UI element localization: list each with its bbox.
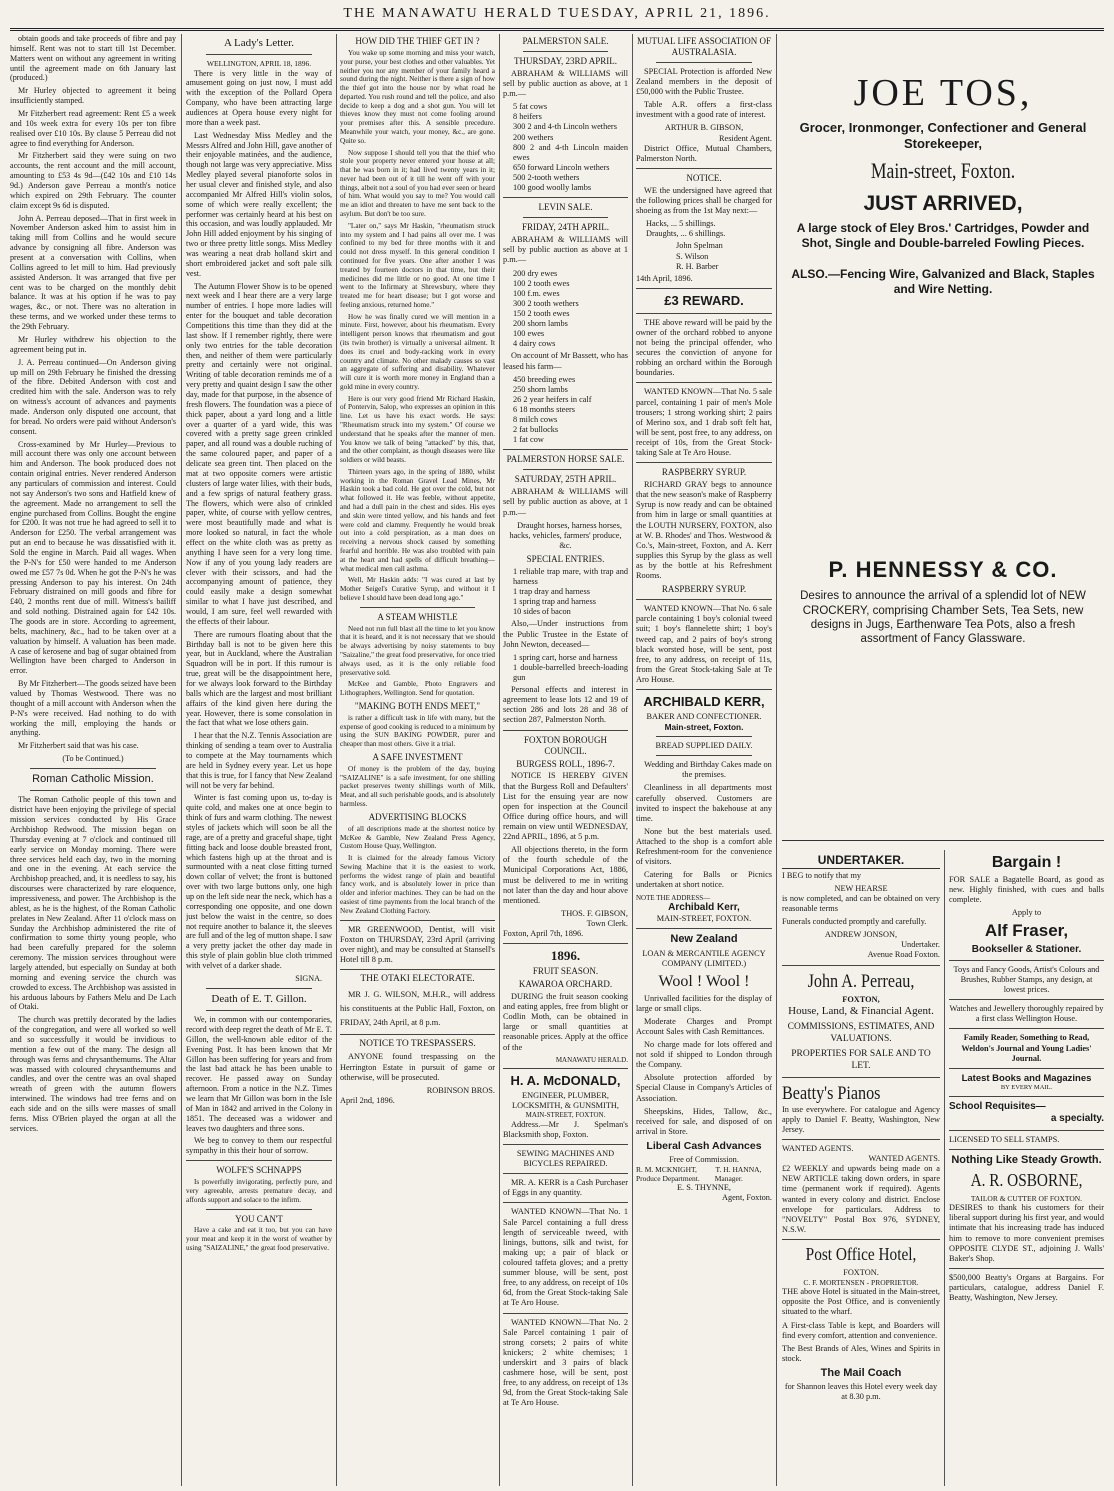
just-arrived-heading: JUST ARRIVED,: [863, 191, 1023, 215]
kerr-heading: ARCHIBALD KERR,: [643, 694, 765, 710]
mckee-body: McKee and Gamble, Photo Engravers and Lithographers, Wellington. Send for quotation.: [340, 680, 495, 698]
kerr-body: Wedding and Birthday Cakes made on the premises.: [644, 760, 772, 780]
mutual-sign: ARTHUR B. GIBSON,: [664, 123, 744, 133]
article-paragraph: We beg to convey to them our respectful sympathy in this their hour of sorrow.: [186, 1136, 332, 1156]
otaki-body: MR J. G. WILSON, M.H.R., will address his constituents at the Public Hall, Foxton, on FRIDAY, 24th April, at 8 p.m.: [340, 989, 495, 1027]
article-paragraph: Last Wednesday Miss Medley and the Messrs Alfred and John Hill, gave another of their enjoyable matinées, and the audience, though not large was very appreciative. Miss Medley played several pianoforte solos in her usual clever and finished style, and also accompanied Mr Alfred Hill's violin solos, some of which were really excellent; the performer was certainly heard at his best on this occasion, and was loudly applauded. Mr John Hill added enjoyment by his singing of two or three pretty little songs. Miss Medley was wearing a neat drab holland skirt and short embroidered jacket and soft pale silk vest.: [186, 130, 332, 278]
article-paragraph: obtain goods and take proceeds of fibre and pay himself. Rent was not to start till 1st December. Matters went on without any agreement in writing until the agreement made on 6th January last (produced.): [10, 34, 176, 83]
notice-body: WE the undersigned have agreed that the following prices shall be charged for shoeing as from the 1st May next:—: [636, 185, 772, 216]
family-body: Family Reader, Something to Read, Weldon's Journal and Young Ladies' Journal.: [961, 1033, 1092, 1063]
borough-sign: Town Clerk.: [586, 919, 628, 929]
raspberry-body: RICHARD GRAY begs to announce that the new season's make of Raspberry Syrup is now ready and can be obtained from him in large or small quantities at the LOUTH NURSERY, FOXTON, also at W. B. Rhodes' and Thos. Westwood & Co.'s, Main-street, Foxton, and A. Kerr supplies this Syrup by the glass as well as by the bottle at his Refreshment Rooms.: [636, 480, 772, 581]
article-paragraph: Mr Fitzherbert read agreement: Rent £5 a week and 10s week extra for every 10s per ton fibre realised over £10 10s. By clause 5 Perreau did not agree to find everything for Anderson.: [10, 109, 176, 148]
whistle-heading: A STEAM WHISTLE: [377, 611, 458, 622]
ads-column-b: [949, 850, 1104, 1486]
baking-body: is rather a difficult task in life with many, but the expense of good cooking is reduced to a minimum by using the SUN BAKING POWDER, purer and cheaper than most others. Give it a trial.: [340, 713, 495, 749]
thynne: Agent, Foxton.: [721, 1193, 772, 1203]
mutual-body: Table A.R. offers a first-class investment with a good rate of interest.: [636, 100, 772, 120]
thynne: E. S. THYNNE,: [676, 1183, 731, 1193]
kerr-body: None but the best materials used. Attached to the shop is a comfort able Refreshment-room for the convenience of visitors.: [636, 826, 772, 867]
beatty-heading: Beatty's Pianos: [782, 1082, 881, 1104]
grocer-heading: Grocer, Ironmonger, Confectioner and General Storekeeper,: [799, 120, 1087, 152]
trespass-body: ANYONE found trespassing on the Herrington Estate in pursuit of game or otherwise, will be prosecuted.: [340, 1052, 495, 1082]
to-be-continued: (To be Continued.): [62, 754, 124, 764]
raspberry-end: RASPBERRY SYRUP.: [661, 584, 747, 595]
fraser-sub: Bookseller & Stationer.: [971, 943, 1082, 955]
kerr-bread: BREAD SUPPLIED DAILY.: [655, 741, 753, 751]
article-paragraph: How he was finally cured we will mention in a minute. First, however, about his rheumatism. Every intelligent person knows that rheumatism and gout (its twin brother) is virtually a universal ailment. It does its cruel and body-racking work in every country and climate. No other malady causes so vast an aggregate of suffering and disability. Whatever will cure it is worth more money in England than a gold mine in every country.: [340, 312, 495, 391]
fruit-sign: MANAWATU HERALD.: [555, 1055, 628, 1064]
also-body: ALSO.—Fencing Wire, Galvanized and Black, Staples and Wire Netting.: [791, 266, 1095, 296]
advert-body: of all descriptions made at the shortest notice by McKee & Gamble, New Zealand Press Agency, Custom House Quay, Wellington.: [340, 824, 495, 851]
special-heading: SPECIAL ENTRIES.: [526, 553, 605, 564]
specialty: a specialty.: [1050, 1113, 1104, 1125]
auction-list: 450 breeding ewes 250 shorn lambs 26 2 year heifers in calf 6 18 months steers 8 milch cows 2 fat bullocks 1 fat cow: [513, 374, 592, 445]
palmerston-sale-date: THURSDAY, 23RD APRIL.: [513, 55, 618, 66]
osborne-body: DESIRES to thank his customers for their liberal support during his first year, and would intimate that his increasing trade has induced him to remove to more convenient premises OPPOSITE CLYDE ST., adjoining J. Walls' Baker's Shop.: [949, 1203, 1104, 1263]
agents-heading: WANTED AGENTS.: [868, 1154, 940, 1164]
article-paragraph: The church was prettily decorated by the ladies of the congregation, and were all worked so well and so successfully it would be invidious to mention a few out of the many. The design all through was ferns and chrysanthemums. The Altar was massed with coloured chrysanthemums and candles, and over the centre was an oval shaped wreath of green with the autumn flowers interwined. The windows had tree ferns and on each side and on the sills were masses of small ferns. Miss O'Brien played the organ at all the services.: [10, 1015, 176, 1133]
wool-body: Absolute protection afforded by Special Clause in Company's Articles of Association.: [636, 1073, 772, 1103]
death-heading: Death of E. T. Gillon.: [211, 992, 307, 1005]
wool-body: No charge made for lots offered and not sold if shipped to London through the Company.: [636, 1039, 772, 1070]
mcdonald-addr: MAIN-STREET, FOXTON.: [525, 1111, 606, 1120]
column-5: [636, 34, 772, 1486]
article-paragraph: J. A. Perreau continued—On Anderson giving up mill on 29th February he finished the dressing of the fibre. Debited Anderson with cost and credited him with the sale. Anderson was to rely on witness's account of advances and payments made. Anderson only disputed one account, that for bread. No orders were paid without Anderson's consent.: [10, 357, 176, 436]
mutual-heading: MUTUAL LIFE ASSOCIATION OF AUSTRALASIA.: [637, 36, 771, 57]
undertaker-heading: UNDERTAKER.: [782, 853, 940, 869]
mcdonald-sub: ENGINEER, PLUMBER, LOCKSMITH, & GUNSMITH,: [512, 1091, 619, 1111]
wool-heading: Wool ! Wool !: [658, 973, 750, 991]
borough-body: All objections thereto, in the form of the fourth schedule of the Municipal Corporations Act, 1886, must be delivered to me in writing not later than the day and hour above mentioned.: [503, 845, 628, 905]
licensed: LICENSED TO SELL STAMPS.: [949, 1134, 1060, 1144]
palmerston-sale-heading: PALMERSTON SALE.: [522, 36, 609, 46]
perreau-body: House, Land, & Financial Agent.: [788, 1004, 934, 1017]
article-paragraph: There are rumours floating about that the Birthday ball is not to be given here this year, but in Auckland, where the Australian Squadron will be in port. If this rumour is true, great will be the disappointment here, for we always look forward to the Birthday balls which are the largest and most brilliant affairs of the kind given here during the year. However, there is some consolation in the fact that what we lose others gain.: [186, 629, 332, 728]
beatty-organs: $500,000 Beatty's Organs at Bargains. For particulars, catalogue, address Daniel F. Beatty, Washington, New Jersey.: [949, 1272, 1104, 1303]
article-paragraph: Mr Fitzherbert said that was his case.: [18, 741, 139, 751]
wanted-notice: WANTED KNOWN—That No. 6 sale parcle containing 1 boy's colonial tweed suit; 1 boy's flannelette shirt; 1 boy's tweed cap, and 2 pairs of boy's strong black worsted hose, will be sent, post free, to any address, on receipt of 11s, from the Great Stock-taking Sale at Te Aro House.: [636, 604, 772, 684]
mcdonald-heading: H. A. McDONALD,: [510, 1073, 621, 1089]
youcant-body: Have a cake and eat it too, but you can have your meat and keep it in the worst of weather by using "SAIZALINE," the great food preservative.: [186, 1226, 332, 1253]
agents-heading: WANTED AGENTS.: [782, 1144, 854, 1153]
mcdonald-addr2: Address.—Mr J. Spelman's Blacksmith shop, Foxton.: [503, 1119, 628, 1139]
mutual-addr: District Office, Mutual Chambers, Palmerston North.: [636, 143, 772, 163]
auction-intro: ABRAHAM & WILLIAMS will sell by public auction as above, at 1 p.m.—: [503, 487, 628, 517]
wanted-notice: WANTED KNOWN—That No. 1 Sale Parcel containing a full dress length of serviceable tweed, with linings, buttons, silk and twist, for making up; a pair of black or coloured taffeta gloves; and a pretty summer blouse, will be sent, post free, to any address, on receipt of 10s 6d, from the Great Stock-taking Sale at Te Aro House.: [503, 1207, 628, 1308]
signature: SIGNA.: [295, 973, 322, 983]
hearse: NEW HEARSE: [834, 883, 888, 893]
column-4: [503, 34, 628, 1486]
article-paragraph: Mr Fitzherbert said they were suing on two accounts, the rent account and the mill account, amounting to £53 4s 9d—(£42 10s and £10 14s 9d.) Anderson gave Perreau a month's notice which expired on 29th February. The counter claim except 9s 6d is disputed.: [10, 151, 176, 210]
article-paragraph: Here is our very good friend Mr Richard Haskin, of Pontervin, Salop, who expresses an opinion in this line. Let us have his exact words. He says: "Rheumatism struck into my system." Of course we understand that he speaks after the manner of men. You know we talk of being "attacked" by this, that, and the other complaint, as though diseases were like soldiers or wild beasts.: [340, 394, 495, 465]
article-paragraph: The Roman Catholic people of this town and district have been enjoying the privilege of special mission services conducted by His Grace Archbishop Redwood. The mission began on Thursday evening at 7 o'clock and continued till early service on Monday morning. There were three services held each day, two in the morning and one in the evening. At each service the Archbishop preached, and, it is needless to say, his discourses were characterized by rare eloquence, impressiveness, and power. The Archbishop is the ablest, as he is the highest, of the Roman Catholic prelates in New Zealand. After 11 o'clock mass on Sunday the Archbishop administered the rite of confirmation to some thirty young people, who had been carefully prepared for the solemn ceremony. The mission services throughout were largely attended, but especially on Sunday at both morning and evening service the church was crowded to excess. The Archbishop was assisted in his arduous labours by Fathers Melu and De Lach of Otaki.: [10, 795, 176, 1012]
bassett-intro: On account of Mr Bassett, who has leased his farm—: [503, 351, 628, 371]
borough-sign: THOS. F. GIBSON,: [561, 908, 628, 918]
undertaker-body: Funerals conducted promptly and carefully.: [782, 917, 927, 927]
article-paragraph: Winter is fast coming upon us, to-day is quite cold, and makes one at once begin to think of furs and warm clothing. The newest styles of jackets which will soon be all the rage, are of a pretty and graceful shape, tight fitting back and loose double breasted front, which fastens high up at the throat and is surmounted with a neat close fitting turned down collar of velvet; the front is buttoned over with two large buttons only, one high up on the left side near the neck, which has a corresponding one opposite, and one down just below the waist in the centre, so does not require another to balance it, the sleeves are full and of the leg of mutton shape. I saw a very pretty jacket the other day made in this style of plain goblin blue cloth trimmed with velvet of a darker shade.: [186, 793, 332, 971]
borough-heading: FOXTON BOROUGH COUNCIL.: [523, 734, 608, 756]
article-paragraph: By Mr Fitzherbert—The goods seized have been valued by Thomas Westwood. There was no thought of a mill account with Anderson when the P-N's were received. Had nothing to do with working the mill, employing the hands or anything.: [10, 679, 176, 738]
perreau-props: PROPERTIES FOR SALE AND TO LET.: [791, 1049, 931, 1071]
notice-heading: NOTICE.: [686, 172, 722, 183]
perreau-comm: COMMISSIONS, ESTIMATES, AND VALUATIONS.: [787, 1022, 935, 1044]
baking-heading: "MAKING BOTH ENDS MEET,": [354, 700, 481, 711]
auction-list: 1 spring cart, horse and harness 1 double-barrelled breech-loading gun: [513, 652, 628, 683]
undertaker-sign: ANDREW JONSON,: [824, 930, 898, 940]
article-paragraph: Cross-examined by Mr Hurley—Previous to mill account there was only one account between him and Anderson. The book produced does not contain original entries. Never rendered Anderson any particulars of commission and interest. Could not say Anderson's two sons and Hatfield knew of the agreement. Made no arrangement to sell the engine purchased from Collins. Bought the engine for £200. It was not true he had agreed to sell it to Anderson for £250. The verbal arrangement was put an end to because he was dissatisfied with it. Sold the engine in March. Paid all wages. When the P-N's for £50 were handed to me Anderson owed me £57 7s 0d. When he got the P-N's he was pressing Anderson to pay his interest. On 24th February distrained on mill goods and fibre for £40, 2 months rent due of mill. Witness's bailiff and sold nothing. Distrained again for £42 10s. The goods are in store. According to agreement, belts, machinery, &c., had to be taken over at a valuation by himself. A valuation has been made. A case of kerosene and bag of sugar obtained from Wellington have been charged to Anderson in error.: [10, 439, 176, 676]
fraser-heading: Alf Fraser,: [984, 920, 1069, 940]
hennessy-heading: P. HENNESSY & CO.: [828, 556, 1058, 582]
liberal-sub: Free of Commission.: [669, 1154, 739, 1164]
reward-heading: £3 REWARD.: [664, 292, 744, 308]
toys-body: Toys and Fancy Goods, Artist's Colours and Brushes, Rubber Stamps, any design, at lowest prices.: [953, 964, 1100, 995]
agents-body: £2 WEEKLY and upwards being made on a NEW ARTICLE taking down orders, in spare time (permanent work if required). Agents wanted in every colony and district. Enclose envelope for particulars. Address to "NOVELTY" Postal Box 976, SYDNEY, N.S.W.: [782, 1164, 940, 1234]
ads-column-a: [782, 850, 940, 1486]
otaki-heading: THE OTAKI ELECTORATE.: [360, 974, 475, 985]
undertaker-sign: Undertaker.: [901, 940, 940, 950]
main-street-heading: Main-street, Foxton.: [870, 158, 1016, 184]
osborne-sub: TAILOR & CUTTER OF FOXTON.: [970, 1194, 1083, 1204]
auction-intro: ABRAHAM & WILLIAMS will sell by public auction as above at 1 p.m.—: [503, 235, 628, 265]
borough-sub: BURGESS ROLL, 1896-7.: [516, 758, 615, 769]
liberal-names: R. M. MCKNIGHT, T. H. HANNA,: [636, 1164, 762, 1174]
whistle-body: Need not run full blast all the time to let you know that it is heard, and it is not necessary that we should be always advertising by noisy statements to buy "Saizaline," the great food preservative, for once tried always used, as it is the only reliable food preservative sold.: [340, 624, 495, 677]
kerr-sub: BAKER AND CONFECTIONER.: [646, 711, 762, 721]
article-paragraph: Now suppose I should tell you that the thief who stole your property never entered your house at all; that he was born in it; had lived twenty years in it; never had been out of it till he went off with your things, albeit not a soul of you had ever seen or heard of him. What would you say to me? You would call me an idiot and threaten to have me sent back to the asylum. But don't be too sure.: [340, 148, 495, 219]
also-intro: Also,—Under instructions from the Public Trustee in the Estate of John Newton, deceased—: [503, 619, 628, 649]
kerr-signature: Archibald Kerr,: [668, 902, 740, 914]
horse-sale-heading: PALMERSTON HORSE SALE.: [506, 454, 625, 465]
horse-body: Draught horses, harness horses, hacks, vehicles, farmers' produce, &c.: [509, 520, 622, 550]
article-paragraph: You wake up some morning and miss your watch, your purse, your best clothes and other valuables. Yet neither you nor any member of your family heard a sound during the night. Neither is there a sign of how the thief got into the house nor by what road he departed. You rush round and tell the police, and also decide to keep a dog and a shot gun. You will let thieves know they must not come fooling around your premises after this. A sensible precedure. Meanwhile your watch, your money, &c., are gone. Quite so.: [340, 48, 495, 145]
wool-body: Sheepskins, Hides, Tallow, &c., received for sale, and disposed of on arrival in Store.: [636, 1106, 772, 1136]
safe-heading: A SAFE INVESTMENT: [372, 751, 463, 762]
po-body: A First-class Table is kept, and Boarders will find every comfort, attention and convenience.: [782, 1320, 940, 1340]
po-body: The Best Brands of Ales, Wines and Spirits in stock.: [782, 1343, 940, 1363]
wanted-notice: WANTED KNOWN—That No. 2 Sale Parcel containing 1 pair of strong corsets; 2 pairs of white knickers; 2 white chemises; 1 underskirt and 3 pairs of black cashmere hose, will be sent, post free, to any address, on receipt of 13s 9d, from the Great Stock-taking Sale at Te Aro House.: [503, 1317, 628, 1408]
stock-body: A large stock of Eley Bros.' Cartridges, Powder and Shot, Single and Double-barreled Fowling Pieces.: [796, 220, 1090, 250]
wool-body: Unrivalled facilities for the display of large or small clips.: [636, 993, 772, 1013]
youcant-heading: YOU CAN'T: [235, 1213, 283, 1224]
dateline: WELLINGTON, APRIL 18, 1896.: [206, 59, 312, 69]
perreau-heading: John A. Perreau,: [807, 970, 915, 992]
also-end: Personal effects and interest in agreement to lease lots 12 and 19 of section 286 and lots 28 and 38 of section 287, Palmerston North.: [503, 685, 628, 725]
wolfe-body: Is powerfully invigorating, perfectly pure, and very agreeable, arrests premature decay, and affords support and solace to the infirm.: [186, 1178, 332, 1204]
latest-heading: Latest Books and Magazines: [961, 1072, 1092, 1084]
article-paragraph: We, in common with our contemporaries, record with deep regret the death of Mr E. T. Gillon, the well-known able editor of the Evening Post. It has been known that Mr Gillon has been suffering for years and from the last bad attack he has been unable to recover. He passed away on Sunday afternoon. From a notice in the N.Z. Times we learn that Mr Gillon was born in the Isle of Man in 1842 and arrived in the Colony in 1851. The deceased was a widower and leaves two daughters and three sons.: [186, 1015, 332, 1133]
borough-body: NOTICE IS HEREBY GIVEN that the Burgess Roll and Defaulters' List for the ensuing year are now open for inspection at the Council Office during office hours, and will remain on view until WEDNESDAY, 22nd APRIL, 1896, at 5 p.m.: [503, 771, 628, 842]
masthead: THE MANAWATU HERALD TUESDAY, APRIL 21, 1896.: [10, 6, 1104, 31]
undertaker-body: I BEG to notify that my: [782, 870, 862, 880]
levin-sale-heading: LEVIN SALE.: [538, 202, 593, 213]
advert-heading: ADVERTISING BLOCKS: [368, 811, 467, 822]
hennessy-body: Desires to announce the arrival of a splendid lot of NEW CROCKERY, comprising Chamber Sets, Tea Sets, new designs in Jugs, Earthenware Tea Pots, also a fresh assortment of Fancy Glassware.: [800, 590, 1086, 646]
notice-names: John Spelman S. Wilson R. H. Barber: [676, 241, 723, 271]
auction-intro: ABRAHAM & WILLIAMS will sell by public auction as above, at 1 p.m.—: [503, 68, 628, 99]
article-paragraph: I hear that the N.Z. Tennis Association are thinking of sending a team over to Australia to compete at the May tournaments which are held in Sydney every year. Let us hope that this is true, for I fancy that New Zealand will not be very far behind.: [186, 731, 332, 790]
greenwood-notice: MR GREENWOOD, Dentist, will visit Foxton on THURSDAY, 23rd April (arriving over night), and may be consulted at Stansell's Hotel till 8 p.m.: [340, 924, 495, 964]
mail-body: for Shannon leaves this Hotel every week day at 8.30 p.m.: [784, 1382, 938, 1402]
kerr-street: Main-street, Foxton.: [664, 722, 744, 733]
article-paragraph: "Later on," says Mr Haskin, "rheumatism struck into my system and I had pains all over me. I was confined to my bed for three months with it and could not dress myself. In this general condition I continued for five years. One after another I was treated by fourteen doctors in that time, but their medicines did me little or no good. At one time I went to the Infirmary at Shrewsbury, where they treated me for heart disease; but I got worse and feeling anxious, returned home.": [340, 221, 495, 309]
liberal-names: Produce Department. Manager.: [636, 1174, 743, 1183]
horse-sale-date: SATURDAY, 25TH APRIL.: [514, 474, 617, 485]
article-paragraph: John A. Perreau deposed—That in first week in November Anderson asked him to assist him in taking mill from Collins and he would secure advance by consigning all fibre. Anderson was present at a conversation with Collins, when Collins agreed to let mill to him. Had previously assisted Anderson. It was arranged that five per cent was to be charged on the monthly debit balance. It was at his option if he was to pay wages, &c., or not. There was no alteration in these terms, and we worked under these terms to the 29th February.: [10, 213, 176, 332]
article-paragraph: The Autumn Flower Show is to be opened next week and I hear there are a very large number of entries. I hope more ladies will enter for the bouquet and table decoration Competitions this time than they did at the last show. If I remember rightly, there were only two entries for the table decoration then, and neither of them were particularly pretty and certainly were not original. Writing of table decoration reminds me of a very pretty and quaint design I saw the other day, made for that purpose, in the absence of fresh flowers. The foundation was a piece of thick paper, about a yard long and a little over a quarter of a yard wide, this was covered with a pretty sage green crinkled paper, and all round was a double ruching of the same coloured paper, and paper of a delicate sea green tint. Then placed on the mat at two opposite corners were artistic clusters of large water lilies, with their buds, and a few sprigs of natural feathery grass. The flowers, which were also of crinkled paper, white, of course with yellow centres, were most beautifully made and what is more looked so natural, in fact the whole effect on the white cloth was as pretty as anything I have seen for a very long time. Now if any of you young lady readers are clever with their scissors, and had the accompanying amount of patience, they could easily make a design somewhat similar to what I have just described, and would, I am sure, feel well rewarded with the effects of their labour.: [186, 281, 332, 626]
mail-coach: The Mail Coach: [820, 1366, 902, 1379]
osborne-heading: A. R. OSBORNE,: [970, 1170, 1083, 1191]
singer-body: It is claimed for the already famous Victory Sewing Machine that it is the easiest to work, performs the widest range of plain and beautiful fancy work, and is absolutely lower in price than older and inferior machines. They can be had on the easiest of time payments from the local branch of the New Zealand Clothing Factory.: [340, 854, 495, 915]
auction-list: 5 fat cows 8 heifers 300 2 and 4-th Lincoln wethers 200 wethers 800 2 and 4-th Lincoln maiden ewes 650 forward Lincoln wethers 500 2-tooth wethers 100 good woolly lambs: [513, 102, 628, 193]
nz-sub: LOAN & MERCANTILE AGENCY COMPANY (LIMITED.): [642, 948, 766, 968]
po-prop: C. F. MORTENSEN - PROPRIETOR.: [803, 1278, 919, 1288]
joe-tos-title: JOE TOS,: [853, 72, 1033, 114]
kerr-signature: MAIN-STREET, FOXTON.: [656, 914, 752, 924]
post-office-heading: Post Office Hotel,: [805, 1243, 917, 1264]
po-body: THE above Hotel is situated in the Main-street, opposite the Post Office, and is conveniently situated to the wharf.: [782, 1287, 940, 1317]
auction-list: 1 reliable trap mare, with trap and harness 1 trap dray and harness 1 spring trap and harness 10 sides of bacon: [513, 566, 628, 617]
thief-heading: HOW DID THE THIEF GET IN ?: [355, 36, 480, 46]
mutual-sign: Resident Agent.: [718, 133, 772, 143]
kerr-eggs: MR. A. KERR is a Cash Purchaser of Eggs in any quantity.: [503, 1178, 628, 1198]
kerr-body: Cleanliness in all departments most carefully observed. Customers are invited to inspect the bakehouse at any time.: [636, 783, 772, 823]
notice-prices: Hacks, ... 5 shillings. Draughts, ... 6 shillings.: [646, 219, 726, 239]
nothing-heading: Nothing Like Steady Growth.: [951, 1153, 1102, 1166]
levin-sale-date: FRIDAY, 24TH APRIL.: [521, 222, 610, 233]
kerr-body: Catering for Balls or Picnics undertaken at short notice.: [636, 870, 772, 890]
column-2: [186, 34, 332, 1486]
column-1: [10, 34, 176, 1486]
beatty-body: In use everywhere. For catalogue and Agency apply to Daniel F. Beatty, Washington, New Jersey.: [782, 1104, 940, 1134]
fruit-heading: FRUIT SEASON.: [532, 966, 599, 977]
every-mail: BY EVERY MAIL.: [1000, 1084, 1053, 1092]
watches-body: Watches and Jewellery thoroughly repaired by a first class Wellington House.: [949, 1004, 1104, 1024]
column-3: [340, 34, 495, 1486]
undertaker-addr: Avenue Road Foxton.: [867, 950, 940, 960]
article-paragraph: Mr Hurley objected to agreement it being insufficiently stamped.: [10, 86, 176, 106]
apply: Apply to: [1011, 907, 1042, 917]
wolfe-heading: WOLFE'S SCHNAPPS: [216, 1165, 302, 1176]
trespass-heading: NOTICE TO TRESPASSERS.: [359, 1038, 476, 1049]
bargain-heading: Bargain !: [991, 854, 1062, 871]
ladys-letter-heading: A Lady's Letter.: [223, 37, 295, 49]
fruit-body: DURING the fruit season cooking and eating apples, free from blight or Codlin Moth, can be obtained in large or small quantities at reasonable prices. Apply at the office of the: [503, 992, 628, 1052]
auction-list: 200 dry ewes 100 2 tooth ewes 100 f.m. ewes 300 2 tooth wethers 150 2 tooth ewes 200 shorn lambs 100 ewes 4 dairy cows: [513, 268, 579, 349]
perreau-town: FOXTON,: [842, 994, 880, 1004]
safe-body: Of money is the problem of the day, buying "SAIZALINE" is a safe investment, for one shilling packet preserves twenty shillings worth of Milk, Meat, and all such perishable goods, and is absolutely harmless.: [340, 764, 495, 809]
article-paragraph: Well, Mr Haskin adds: "I was cured at last by Mother Seigel's Curative Syrup, and without it I believe I should have been dead long ago.": [340, 576, 495, 602]
wool-body: Moderate Charges and Prompt Account Sales with Cash Remittances.: [636, 1016, 772, 1036]
school-heading: School Requisites—: [949, 1101, 1046, 1113]
wanted-notice: WANTED KNOWN—That No. 5 sale parcel, containing 1 pair of men's Mole trousers; 1 strong working shirt; 2 pairs of Merino sox, and 1 drab soft felt hat, will be sent, post free, to any address, on receipt of 10s, from the Great Stock-taking Sale at Te Aro House.: [636, 387, 772, 458]
fruit-year: 1896.: [550, 948, 581, 964]
nz-heading: New Zealand: [670, 933, 738, 946]
reward-body: THE above reward will be paid by the owner of the orchard robbed to anyone not being the principal offender, who secures the conviction of anyone for robbing an orchard within the Borough boundaries.: [636, 317, 772, 378]
kerr-note: NOTE THE ADDRESS—: [636, 893, 711, 902]
undertaker-body: is now completed, and can be obtained on very reasonable terms: [782, 893, 940, 913]
notice-date: 14th April, 1896.: [636, 273, 693, 283]
bargain-body: FOR SALE a Bagatelle Board, as good as new. Highly finished, with cues and balls complete.: [949, 874, 1104, 904]
mission-heading: Roman Catholic Mission.: [32, 773, 154, 786]
trespass-sign: ROBINSON BROS.: [426, 1085, 495, 1095]
sewing-heading: SEWING MACHINES AND BICYCLES REPAIRED.: [516, 1149, 615, 1169]
joe-tos-ad: [782, 70, 1104, 841]
trespass-date: April 2nd, 1896.: [340, 1095, 395, 1105]
fruit-sub: KAWAROA ORCHARD.: [518, 979, 613, 990]
article-paragraph: Mr Hurley withdrew his objection to the agreement being put in.: [10, 334, 176, 354]
article-paragraph: Thirteen years ago, in the spring of 1880, whilst working in the Roman Gravel Lead Mines, Mr Haskin took a bad cold. He got over the cold, but not what followed it. He was feeble, without appetite, and had a dull pain in the chest and sides. His eyes and skin were tinted yellow, and his hands and feet were cold and clammy. Frequently he would break out into a cold perspiration, as a man does on receiving a nervous shock caused by something fearful and horrible. He was also troubled with pain at the heart and had spells of difficult breathing—what medical men call asthma.: [340, 467, 495, 573]
borough-date: Foxton, April 7th, 1896.: [503, 929, 584, 939]
raspberry-heading: RASPBERRY SYRUP.: [661, 467, 747, 478]
liberal-heading: Liberal Cash Advances: [646, 1139, 762, 1152]
mutual-body: SPECIAL Protection is afforded New Zealand members in the deposit of £50,000 with the Public Trustee.: [636, 66, 772, 97]
po-town: FOXTON.: [843, 1267, 879, 1277]
article-paragraph: There is very little in the way of amusement going on just now, I must add with the exception of the Pollard Opera Company, who have been attracting large audiences at Opera house every night for more than a week past.: [186, 68, 332, 127]
